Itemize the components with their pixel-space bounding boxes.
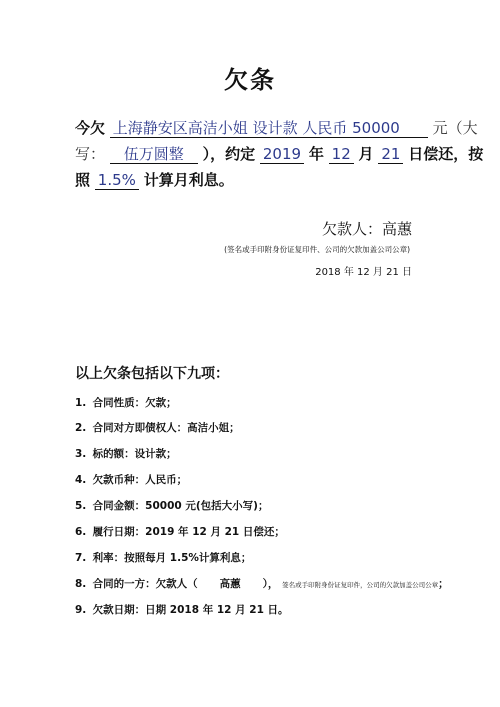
- currency-unit-text: 元（大: [432, 119, 478, 137]
- summary-item: [75, 395, 177, 410]
- year-text: 年: [308, 145, 324, 163]
- document-title: 欠条: [224, 66, 276, 94]
- agreed-text: ），约定: [202, 145, 256, 163]
- item-number: 1.: [75, 397, 87, 409]
- month-text: 月: [358, 145, 374, 163]
- body-lead-text: 今欠: [75, 119, 106, 137]
- summary-item: [75, 524, 285, 539]
- debtor-signature: 欠款人：高蕙: [321, 220, 412, 238]
- item-text: 利率：按照每月 1.5%计算利息；: [92, 552, 252, 564]
- item-text: ），: [262, 578, 279, 590]
- item-number: 6.: [75, 526, 87, 538]
- summary-item: [75, 576, 449, 591]
- item-text: 欠款日期：日期 2018 年 12 月 21 日。: [92, 604, 289, 616]
- item-number: 9.: [75, 604, 87, 616]
- due-day-fill: 21: [378, 145, 403, 164]
- item-number: 7.: [75, 552, 87, 564]
- summary-item: [75, 498, 268, 513]
- item-number: 3.: [75, 448, 87, 460]
- upper-label-text: 写：: [75, 145, 106, 163]
- item-text: 合同的一方：欠款人（: [92, 578, 198, 590]
- body-line-2: [75, 144, 483, 164]
- due-month-fill: 12: [329, 145, 354, 164]
- item-text: 欠款币种：人民币；: [92, 474, 188, 486]
- item-number: 8.: [75, 578, 87, 590]
- interest-text: 计算月利息。: [143, 171, 234, 189]
- body-line-1: [75, 118, 478, 138]
- item-text: 合同对方即债权人：高洁小姐；: [92, 422, 240, 434]
- body-line-3: [75, 170, 234, 190]
- debtor-name: 高蕙: [219, 578, 241, 590]
- item-note: 签名或手印附身份证复印件，公司的欠款加盖公司公章: [282, 581, 439, 589]
- summary-heading: 以上欠条包括以下九项：: [75, 366, 229, 382]
- item-number: 2.: [75, 422, 87, 434]
- issue-date: 2018 年 12 月 21 日: [315, 267, 412, 278]
- item-number: 5.: [75, 500, 87, 512]
- creditor-fill: 上海静安区高洁小姐 设计款 人民币 50000: [110, 119, 428, 138]
- item-text: 合同性质：欠款；: [92, 397, 177, 409]
- item-text: 履行日期：2019 年 12 月 21 日偿还；: [92, 526, 285, 538]
- summary-item: [75, 472, 187, 487]
- repay-text: 日偿还，按: [408, 145, 484, 163]
- rate-fill: 1.5%: [95, 171, 139, 190]
- signature-note: (签名或手印附身份证复印件、公司的欠款加盖公司公章): [224, 245, 410, 254]
- summary-item: [75, 602, 289, 617]
- item-number: 4.: [75, 474, 87, 486]
- item-text: 合同金额：50000 元(包括大小写)；: [92, 500, 269, 512]
- summary-item: [75, 550, 251, 565]
- amount-upper-fill: 伍万圆整: [110, 145, 198, 164]
- summary-item: [75, 420, 240, 435]
- according-text: 照: [75, 171, 91, 189]
- summary-item: [75, 446, 177, 461]
- item-end: ；: [438, 578, 449, 590]
- due-year-fill: 2019: [260, 145, 304, 164]
- item-text: 标的额：设计款；: [92, 448, 177, 460]
